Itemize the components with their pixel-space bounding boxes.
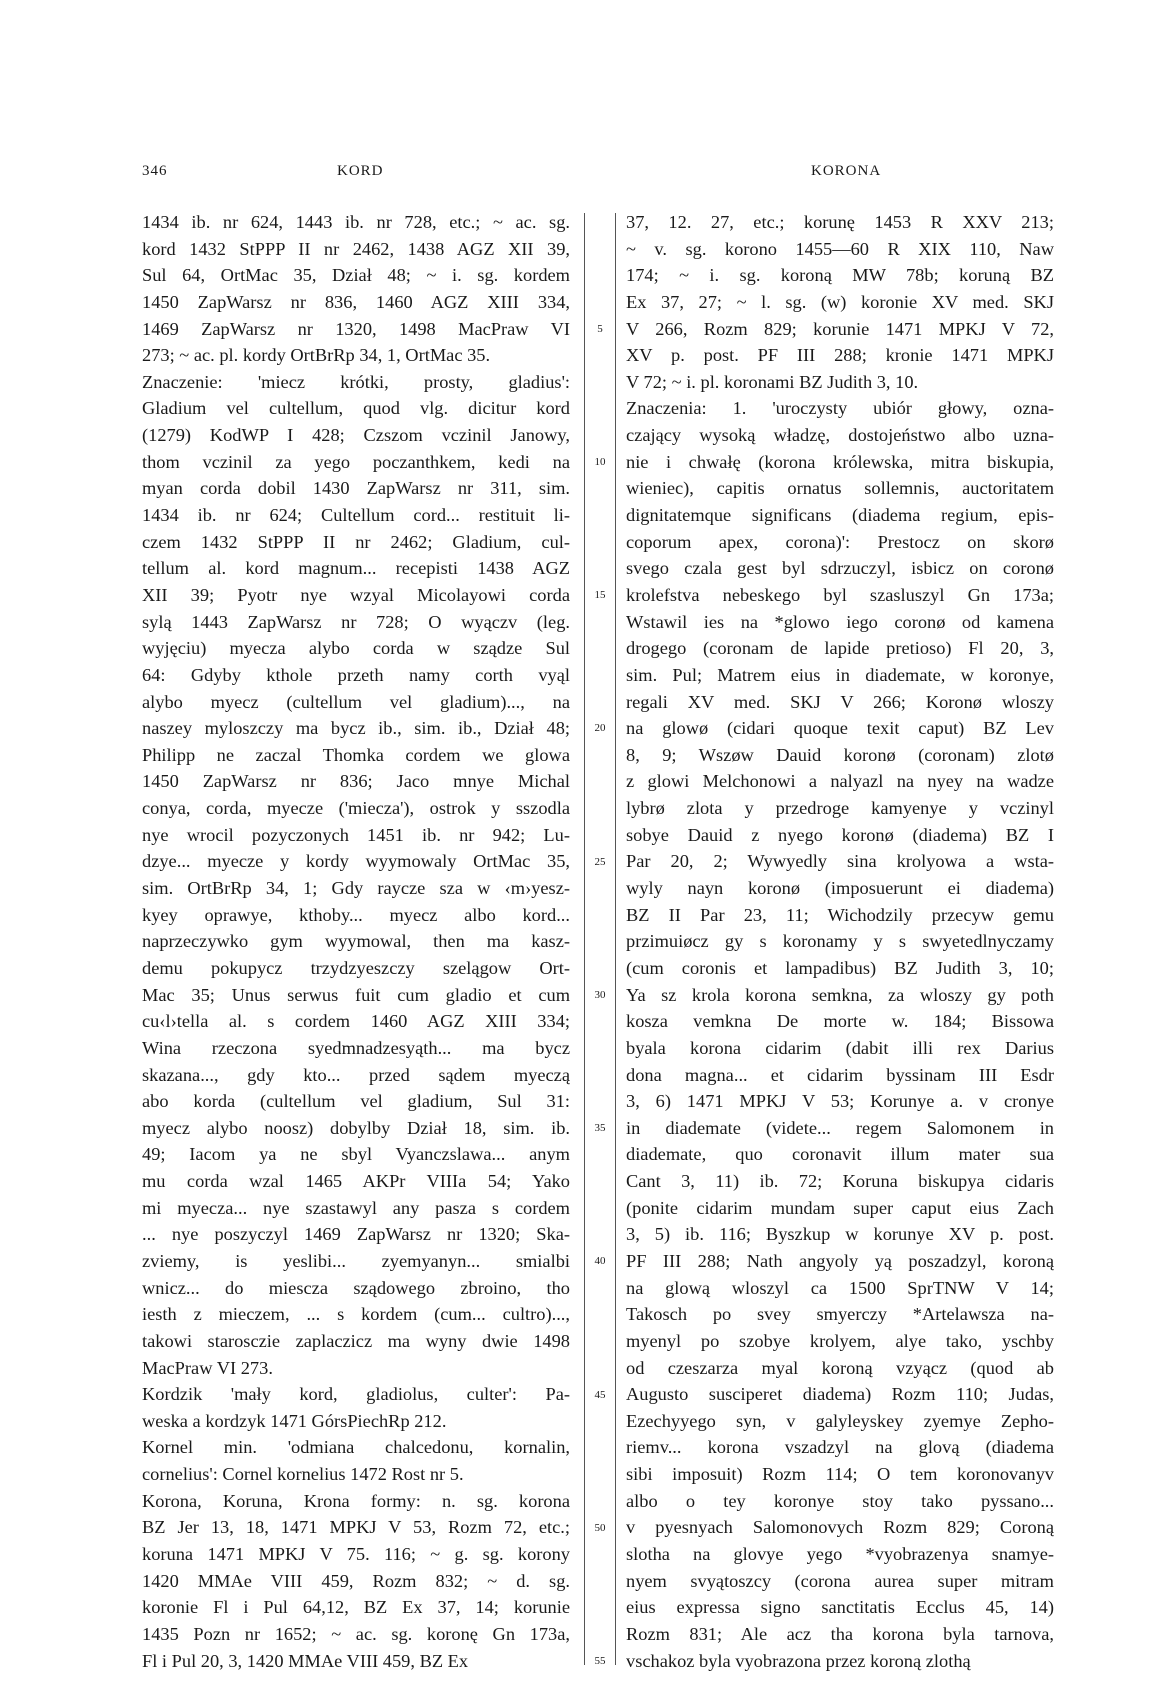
text-line: dignitatemque significans (diadema regium, epis- [626, 505, 1054, 526]
text-line: sim. OrtBrRp 34, 1; Gdy raycze sza w ‹m›yesz- [142, 878, 570, 899]
text-line: BZ Jer 13, 18, 1471 MPKJ V 53, Rozm 72, etc.; [142, 1517, 570, 1538]
text-line: Korona, Koruna, Krona formy: n. sg. korona [142, 1490, 570, 1511]
text-line: alybo myecz (cultellum vel gladium)..., na [142, 691, 570, 712]
text-line: 64: Gdyby kthole przeth namy corth vyąl [142, 664, 570, 685]
line-number: 30 [594, 988, 606, 1001]
text-line: 8, 9; Wszøw Dauid koronø (coronam) zlotø [626, 744, 1054, 765]
text-line: od czeszarza myal koroną vzyącz (quod ab [626, 1357, 1054, 1378]
text-line: 1450 ZapWarsz nr 836; Jaco mnye Michal [142, 771, 570, 792]
text-line: coporum apex, corona)': Prestocz on skorø [626, 531, 1054, 552]
text-line: abo korda (cultellum vel gladium, Sul 31: [142, 1091, 570, 1112]
text-line: 1435 Pozn nr 1652; ~ ac. sg. koronę Gn 173a, [142, 1623, 570, 1644]
text-line: skazana..., gdy kto... przed sądem myeczą [142, 1064, 570, 1085]
text-line: Gladium vel cultellum, quod vlg. dicitur kord [142, 398, 570, 419]
text-line: Kordzik 'mały kord, gladiolus, culter': Pa- [142, 1384, 570, 1405]
text-line: czający wysoką władzę, dostojeństwo albo uzna- [626, 425, 1054, 446]
text-line: ~ v. sg. korono 1455—60 R XIX 110, Naw [626, 238, 1054, 259]
text-line: 1434 ib. nr 624, 1443 ib. nr 728, etc.; ~ ac. sg. [142, 212, 570, 232]
column-divider-left [584, 213, 585, 1665]
text-line: cornelius': Cornel kornelius 1472 Rost nr 5. [142, 1464, 464, 1485]
text-line: mi myecza... nye szastawyl any pasza s cordem [142, 1197, 570, 1218]
text-line: Mac 35; Unus serwus fuit cum gladio et cum [142, 984, 570, 1005]
text-line: cu‹l›tella al. s cordem 1460 AGZ XIII 334; [142, 1011, 570, 1032]
text-line: V 72; ~ i. pl. koronami BZ Judith 3, 10. [626, 371, 919, 392]
running-header [0, 163, 1169, 187]
text-line: lybrø zlota y przedroge kamyenye y vczinyl [626, 798, 1054, 819]
text-line: nyem svyątoszcy (corona aurea super mitram [626, 1570, 1054, 1591]
text-line: regali XV med. SKJ V 266; Koronø wloszy [626, 691, 1054, 712]
line-number: 15 [594, 589, 606, 602]
line-number: 40 [594, 1255, 606, 1268]
text-line: drogego (coronam de lapide pretioso) Fl 20, 3, [626, 638, 1054, 659]
text-line: Ezechyyego syn, v galyleyskey zyemye Zepho- [626, 1410, 1054, 1431]
text-line: zviemy, is yeslibi... zyemyanyn... smialbi [142, 1250, 570, 1271]
text-line: koronie Fl i Pul 64,12, BZ Ex 37, 14; korunie [142, 1597, 570, 1618]
left-headword: KORD [337, 163, 384, 179]
text-line: BZ II Par 23, 11; Wichodzily przecyw gemu [626, 904, 1054, 925]
text-line: XII 39; Pyotr nye wzyal Micolayowi corda [142, 584, 570, 605]
line-number: 20 [594, 722, 606, 735]
text-line: 3, 6) 1471 MPKJ V 53; Korunye a. v cronye [626, 1091, 1054, 1112]
text-line: V 266, Rozm 829; korunie 1471 MPKJ V 72, [626, 318, 1054, 339]
text-line: iesth z mieczem, ... s kordem (cum... cultro)..., [142, 1304, 570, 1325]
text-line: wieniec), capitis ornatus sollemnis, auctoritatem [626, 478, 1054, 499]
text-line: thom vczinil za yego poczanthkem, kedi na [142, 451, 570, 472]
text-line: na glową wloszyl ca 1500 SprTNW V 14; [626, 1277, 1054, 1298]
text-line: wnicz... do miescza sządowego zbroino, tho [142, 1277, 570, 1298]
line-number: 35 [594, 1122, 606, 1135]
text-line: Wina rzeczona syedmnadzesyąth... ma bycz [142, 1037, 570, 1058]
text-line: (1279) KodWP I 428; Czszom vczinil Janowy, [142, 425, 570, 446]
text-line: myan corda dobil 1430 ZapWarsz nr 311, sim. [142, 478, 570, 499]
text-line: nie i chwałę (korona królewska, mitra biskupia, [626, 451, 1054, 472]
text-line: naszey myloszczy ma bycz ib., sim. ib., Dział 48; [142, 718, 570, 739]
line-number: 50 [594, 1521, 606, 1534]
text-line: 1434 ib. nr 624; Cultellum cord... restituit li- [142, 505, 570, 526]
text-line: sylą 1443 ZapWarsz nr 728; O wyączv (leg. [142, 611, 570, 632]
text-line: mu corda wzal 1465 AKPr VIIIa 54; Yako [142, 1171, 570, 1192]
text-line: kord 1432 StPPP II nr 2462, 1438 AGZ XII 39, [142, 238, 570, 259]
line-number: 10 [594, 455, 606, 468]
text-line: albo o tey koronye stoy tako pyssano... [626, 1490, 1054, 1511]
text-line: 273; ~ ac. pl. kordy OrtBrRp 34, 1, OrtMac 35. [142, 345, 491, 366]
text-line: weska a kordzyk 1471 GórsPiechRp 212. [142, 1410, 447, 1431]
text-line: 1469 ZapWarsz nr 1320, 1498 MacPraw VI [142, 318, 570, 339]
text-line: 1450 ZapWarsz nr 836, 1460 AGZ XIII 334, [142, 291, 570, 312]
text-line: na glowø (cidari quoque texit caput) BZ Lev [626, 718, 1054, 739]
text-line: 49; Iacom ya ne sbyl Vyanczslawa... anym [142, 1144, 570, 1165]
text-line: myenyl po szobye krolyem, alye tako, yschby [626, 1330, 1054, 1351]
text-line: ... nye poszyczyl 1469 ZapWarsz nr 1320; Ska- [142, 1224, 570, 1245]
text-line: riemv... korona vszadzyl na glovą (diadema [626, 1437, 1054, 1458]
text-line: Wstawil ies na *glowo iego coronø od kamena [626, 611, 1054, 632]
text-line: Cant 3, 11) ib. 72; Koruna biskupya cidaris [626, 1171, 1054, 1192]
text-line: diademate, quo coronavit illum mater sua [626, 1144, 1054, 1165]
right-text-column [626, 209, 1054, 1674]
text-line: Takosch po svey smyerczy *Artelawsza na- [626, 1304, 1054, 1325]
text-line: Kornel min. 'odmiana chalcedonu, kornalin, [142, 1437, 570, 1458]
right-headword: KORONA [811, 163, 882, 179]
text-line: wyjęciu) myecza alybo corda w sządze Sul [142, 638, 570, 659]
text-line: Fl i Pul 20, 3, 1420 MMAe VIII 459, BZ Ex [142, 1650, 469, 1671]
line-number: 55 [594, 1655, 606, 1668]
text-line: takowi starosczie zaplaczicz ma wyny dwie 1498 [142, 1330, 570, 1351]
text-line: Philipp ne zaczal Thomka cordem we glowa [142, 744, 570, 765]
text-line: (cum coronis et lampadibus) BZ Judith 3, 10; [626, 957, 1054, 978]
text-line: tellum al. kord magnum... recepisti 1438 AGZ [142, 558, 570, 579]
text-line: przimuiøcz gy s koronamy y s swyetedlnyczamy [626, 931, 1054, 952]
text-line: Znaczenia: 1. 'uroczysty ubiór głowy, ozna- [626, 398, 1054, 419]
text-line: v pyesnyach Salomonovych Rozm 829; Coroną [626, 1517, 1054, 1538]
text-line: Ya sz krola korona semkna, za wloszy gy poth [626, 984, 1054, 1005]
text-line: 1420 MMAe VIII 459, Rozm 832; ~ d. sg. [142, 1570, 570, 1591]
text-line: krolefstva nebeskego byl szasluszyl Gn 173a; [626, 584, 1054, 605]
text-line: kyey oprawye, kthoby... myecz albo kord... [142, 904, 570, 925]
text-line: Znaczenie: 'miecz krótki, prosty, gladius': [142, 371, 570, 392]
text-line: dzye... myecze y kordy wyymowaly OrtMac 35, [142, 851, 570, 872]
text-line: wyly nayn koronø (imposuerunt ei diadema) [626, 878, 1054, 899]
text-line: demu pokupycz trzydzyeszczy szelągow Ort- [142, 957, 570, 978]
line-number: 5 [597, 322, 603, 335]
text-line: Ex 37, 27; ~ l. sg. (w) koronie XV med. SKJ [626, 291, 1054, 312]
left-text-column [142, 209, 570, 1669]
text-line: slotha na glovye yego *vyobrazenya snamye- [626, 1544, 1054, 1565]
text-line: Augusto susciperet diadema) Rozm 110; Judas, [626, 1384, 1054, 1405]
line-number: 25 [594, 855, 606, 868]
text-line: Rozm 831; Ale acz tha korona byla tarnova, [626, 1623, 1054, 1644]
text-line: eius expressa signo sanctitatis Ecclus 45, 14) [626, 1597, 1054, 1618]
text-line: Sul 64, OrtMac 35, Dział 48; ~ i. sg. kordem [142, 265, 570, 286]
text-line: z glowi Melchonowi a nalyazl na nyey na wadze [626, 771, 1054, 792]
text-line: czem 1432 StPPP II nr 2462; Gladium, cul- [142, 531, 570, 552]
text-line: MacPraw VI 273. [142, 1357, 273, 1378]
text-line: naprzeczywko gym wyymowal, then ma kasz- [142, 931, 570, 952]
text-line: Par 20, 2; Wywyedly sina krolyowa a wsta- [626, 851, 1054, 872]
text-line: 3, 5) ib. 116; Byszkup w korunye XV p. post. [626, 1224, 1054, 1245]
text-line: sobye Dauid z nyego koronø (diadema) BZ I [626, 824, 1054, 845]
text-line: sibi imposuit) Rozm 114; O tem koronovanyv [626, 1464, 1054, 1485]
line-number: 45 [594, 1388, 606, 1401]
text-line: nye wrocil pozyczonych 1451 ib. nr 942; Lu- [142, 824, 570, 845]
text-line: dona magna... et cidarim byssinam III Esdr [626, 1064, 1054, 1085]
text-line: svego czala gest byl sdrzuczyl, isbicz on coronø [626, 558, 1054, 579]
text-line: 174; ~ i. sg. koroną MW 78b; koruną BZ [626, 265, 1054, 286]
page-number: 346 [142, 163, 168, 179]
text-line: sim. Pul; Matrem eius in diademate, w koronye, [626, 664, 1054, 685]
text-line: vschakoz byla vyobrazona przez koroną zlothą [626, 1650, 971, 1671]
text-line: kosza vemkna De morte w. 184; Bissowa [626, 1011, 1054, 1032]
text-line: (ponite cidarim mundam super caput eius Zach [626, 1197, 1054, 1218]
text-line: in diademate (videte... regem Salomonem in [626, 1117, 1054, 1138]
text-line: PF III 288; Nath angyoly yą poszadzyl, koroną [626, 1250, 1054, 1271]
column-divider-right [615, 213, 616, 1665]
text-line: conya, corda, myecze ('miecza'), ostrok y sszodla [142, 798, 570, 819]
text-line: byala korona cidarim (dabit illi rex Darius [626, 1037, 1054, 1058]
text-line: 37, 12. 27, etc.; korunę 1453 R XXV 213; [626, 212, 1054, 232]
text-line: koruna 1471 MPKJ V 75. 116; ~ g. sg. korony [142, 1544, 570, 1565]
text-line: XV p. post. PF III 288; kronie 1471 MPKJ [626, 345, 1054, 366]
text-line: myecz alybo noosz) dobylby Dział 18, sim. ib. [142, 1117, 570, 1138]
